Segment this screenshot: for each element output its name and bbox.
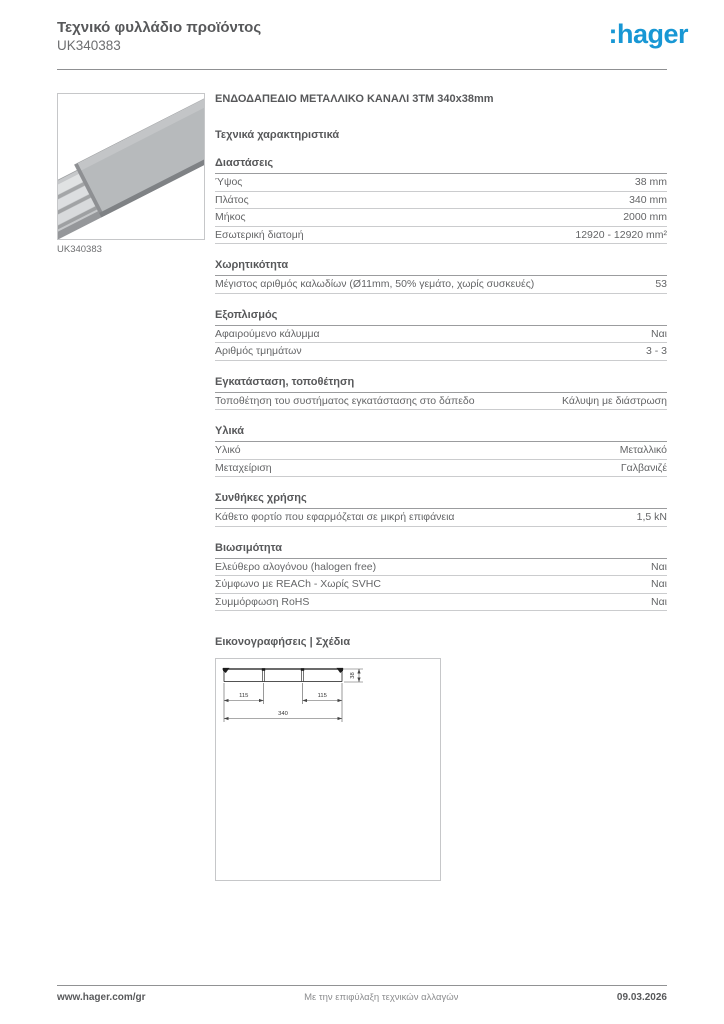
spec-value: 3 - 3	[645, 345, 667, 357]
spec-value: 12920 - 12920 mm²	[575, 228, 667, 241]
spec-value: Ναι	[651, 578, 667, 590]
spec-label: Σύμφωνο με REACh - Χωρίς SVHC	[215, 578, 381, 590]
spec-value: 38 mm	[634, 176, 667, 188]
spec-row	[215, 227, 667, 245]
spec-section	[215, 259, 667, 294]
section-heading: Εγκατάσταση, τοποθέτηση	[215, 376, 667, 393]
spec-label: Κάθετο φορτίο που εφαρμόζεται σε μικρή επιφάνεια	[215, 511, 455, 523]
header	[57, 19, 688, 54]
spec-value: Κάλυψη με διάστρωση	[562, 394, 667, 407]
footer-divider	[57, 985, 667, 986]
spec-label: Αριθμός τμημάτων	[215, 345, 302, 357]
footer	[57, 992, 667, 1003]
spec-row	[215, 559, 667, 577]
spec-label: Μεταχείριση	[215, 461, 272, 474]
hager-logo: :hager	[608, 19, 688, 49]
section-heading: Υλικά	[215, 425, 667, 442]
specs-title: Τεχνικά χαρακτηριστικά	[215, 129, 340, 141]
spec-row	[215, 460, 667, 478]
spec-value: 53	[655, 278, 667, 290]
spec-label: Συμμόρφωση RoHS	[215, 595, 310, 608]
spec-label: Πλάτος	[215, 193, 249, 206]
spec-section	[215, 376, 667, 411]
dim-left-label: 115	[239, 693, 249, 700]
spec-label: Τοποθέτηση του συστήματος εγκατάστασης στο δάπεδο	[215, 394, 475, 407]
dim-right-label: 115	[317, 693, 327, 700]
spec-value: 2000 mm	[623, 211, 667, 223]
spec-value: Ναι	[651, 327, 667, 340]
spec-value: Γαλβανιζέ	[620, 461, 667, 474]
dim-height-label: 38	[350, 672, 356, 679]
spec-value: 1,5 kN	[636, 511, 667, 523]
section-heading: Εξοπλισμός	[215, 309, 667, 326]
technical-drawing	[216, 659, 440, 880]
spec-label: Αφαιρούμενο κάλυμμα	[215, 327, 320, 340]
section-heading: Συνθήκες χρήσης	[215, 492, 667, 509]
spec-label: Υλικό	[215, 444, 241, 456]
spec-section	[215, 157, 667, 244]
spec-value: Ναι	[651, 560, 667, 573]
document-title: Τεχνικό φυλλάδιο προϊόντος	[57, 19, 262, 36]
dim-total-label: 340	[278, 711, 288, 718]
spec-label: Μέγιστος αριθμός καλωδίων (Ø11mm, 50% γεμάτο, χωρίς συσκευές)	[215, 278, 535, 290]
spec-section	[215, 542, 667, 612]
spec-row	[215, 343, 667, 361]
spec-value: 340 mm	[629, 193, 667, 206]
header-divider	[57, 69, 667, 70]
spec-row	[215, 576, 667, 594]
footer-date: 09.03.2026	[616, 992, 667, 1003]
footer-disclaimer: Με την επιφύλαξη τεχνικών αλλαγών	[304, 992, 459, 1003]
spec-row	[215, 209, 667, 227]
spec-label: Εσωτερική διατομή	[215, 228, 304, 241]
product-image	[58, 94, 204, 239]
drawings-heading: Εικονογραφήσεις | Σχέδια	[215, 636, 351, 648]
spec-row	[215, 174, 667, 192]
footer-website: www.hager.com/gr	[57, 992, 146, 1003]
spec-section	[215, 425, 667, 477]
spec-row	[215, 393, 667, 411]
spec-row	[215, 276, 667, 294]
spec-section	[215, 492, 667, 527]
product-image-caption: UK340383	[57, 244, 102, 255]
spec-sections	[215, 157, 667, 611]
spec-value: Ναι	[651, 595, 667, 608]
spec-row	[215, 594, 667, 612]
spec-label: Μήκος	[215, 211, 246, 223]
spec-label: Ύψος	[215, 176, 243, 188]
product-name: ΕΝΔΟΔΑΠΕΔΙΟ ΜΕΤΑΛΛΙΚΟ ΚΑΝΑΛΙ 3TM 340x38mm	[215, 93, 494, 105]
spec-row	[215, 326, 667, 344]
technical-drawing-box	[215, 658, 441, 881]
section-heading: Διαστάσεις	[215, 157, 667, 174]
section-heading: Χωρητικότητα	[215, 259, 667, 276]
spec-section	[215, 309, 667, 361]
spec-value: Μεταλλικό	[619, 444, 667, 456]
product-code: UK340383	[57, 38, 121, 53]
spec-row	[215, 192, 667, 210]
spec-label: Ελεύθερο αλογόνου (halogen free)	[215, 560, 377, 573]
section-heading: Βιωσιμότητα	[215, 542, 667, 559]
spec-row	[215, 442, 667, 460]
product-image-box	[57, 93, 205, 240]
spec-row	[215, 509, 667, 527]
main-content	[215, 93, 667, 881]
